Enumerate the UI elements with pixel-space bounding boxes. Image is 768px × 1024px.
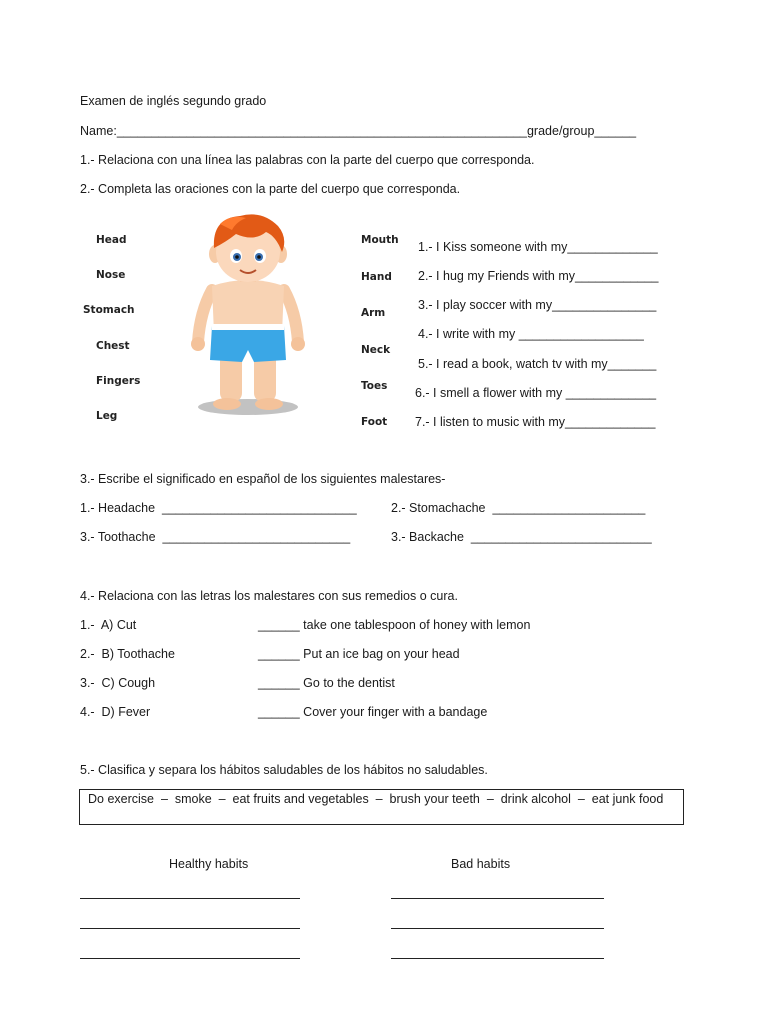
healthy-answer-line-2[interactable] <box>80 928 300 929</box>
label-toes: Toes <box>361 380 388 392</box>
label-mouth: Mouth <box>361 234 399 246</box>
ailment-d: 4.- D) Fever <box>80 705 151 719</box>
habits-word-box <box>79 789 684 825</box>
sentence-3[interactable]: 3.- I play soccer with my_______________ <box>418 298 657 312</box>
ailment-translation-2[interactable]: 2.- Stomachache ______________________ <box>391 501 646 515</box>
sentence-4[interactable]: 4.- I write with my __________________ <box>418 327 644 341</box>
section3-instruction: 3.- Escribe el significado en español de los siguientes malestares- <box>80 472 446 486</box>
ailment-translation-4[interactable]: 3.- Backache __________________________ <box>391 530 652 544</box>
boy-body-illustration <box>190 212 310 422</box>
sentence-2[interactable]: 2.- I hug my Friends with my____________ <box>418 269 659 283</box>
section4-instruction: 4.- Relaciona con las letras los malestares con sus remedios o cura. <box>80 589 458 603</box>
ailment-a: 1.- A) Cut <box>80 618 137 632</box>
label-arm: Arm <box>361 307 386 319</box>
label-head: Head <box>96 234 127 246</box>
remedy-1[interactable]: ______ take one tablespoon of honey with lemon <box>258 618 531 632</box>
ailment-b: 2.- B) Toothache <box>80 647 175 661</box>
habits-list: Do exercise – smoke – eat fruits and vegetables – brush your teeth – drink alcohol – eat junk food <box>88 792 664 806</box>
name-grade-line[interactable]: Name:___________________________________________________________grade/group______ <box>80 124 637 138</box>
bad-habits-heading: Bad habits <box>451 857 511 871</box>
sentence-7[interactable]: 7.- I listen to music with my_____________ <box>415 415 656 429</box>
section1-instruction: 1.- Relaciona con una línea las palabras con la parte del cuerpo que corresponda. <box>80 153 535 167</box>
label-hand: Hand <box>361 271 392 283</box>
section2-instruction: 2.- Completa las oraciones con la parte del cuerpo que corresponda. <box>80 182 461 196</box>
sentence-6[interactable]: 6.- I smell a flower with my _____________ <box>415 386 657 400</box>
bad-answer-line-1[interactable] <box>391 898 604 899</box>
ailment-c: 3.- C) Cough <box>80 676 156 690</box>
healthy-answer-line-1[interactable] <box>80 898 300 899</box>
label-leg: Leg <box>96 410 118 422</box>
label-fingers: Fingers <box>96 375 141 387</box>
bad-answer-line-2[interactable] <box>391 928 604 929</box>
remedy-2[interactable]: ______ Put an ice bag on your head <box>258 647 460 661</box>
label-nose: Nose <box>96 269 126 281</box>
remedy-4[interactable]: ______ Cover your finger with a bandage <box>258 705 488 719</box>
label-chest: Chest <box>96 340 130 352</box>
sentence-5[interactable]: 5.- I read a book, watch tv with my_______ <box>418 357 657 371</box>
bad-answer-line-3[interactable] <box>391 958 604 959</box>
label-stomach: Stomach <box>83 304 135 316</box>
label-neck: Neck <box>361 344 391 356</box>
label-foot: Foot <box>361 416 388 428</box>
remedy-3[interactable]: ______ Go to the dentist <box>258 676 395 690</box>
section5-instruction: 5.- Clasifica y separa los hábitos saludables de los hábitos no saludables. <box>80 763 488 777</box>
healthy-habits-heading: Healthy habits <box>169 857 249 871</box>
healthy-answer-line-3[interactable] <box>80 958 300 959</box>
exam-title: Examen de inglés segundo grado <box>80 94 267 108</box>
ailment-translation-1[interactable]: 1.- Headache ____________________________ <box>80 501 357 515</box>
ailment-translation-3[interactable]: 3.- Toothache ___________________________ <box>80 530 351 544</box>
sentence-1[interactable]: 1.- I Kiss someone with my_____________ <box>418 240 658 254</box>
